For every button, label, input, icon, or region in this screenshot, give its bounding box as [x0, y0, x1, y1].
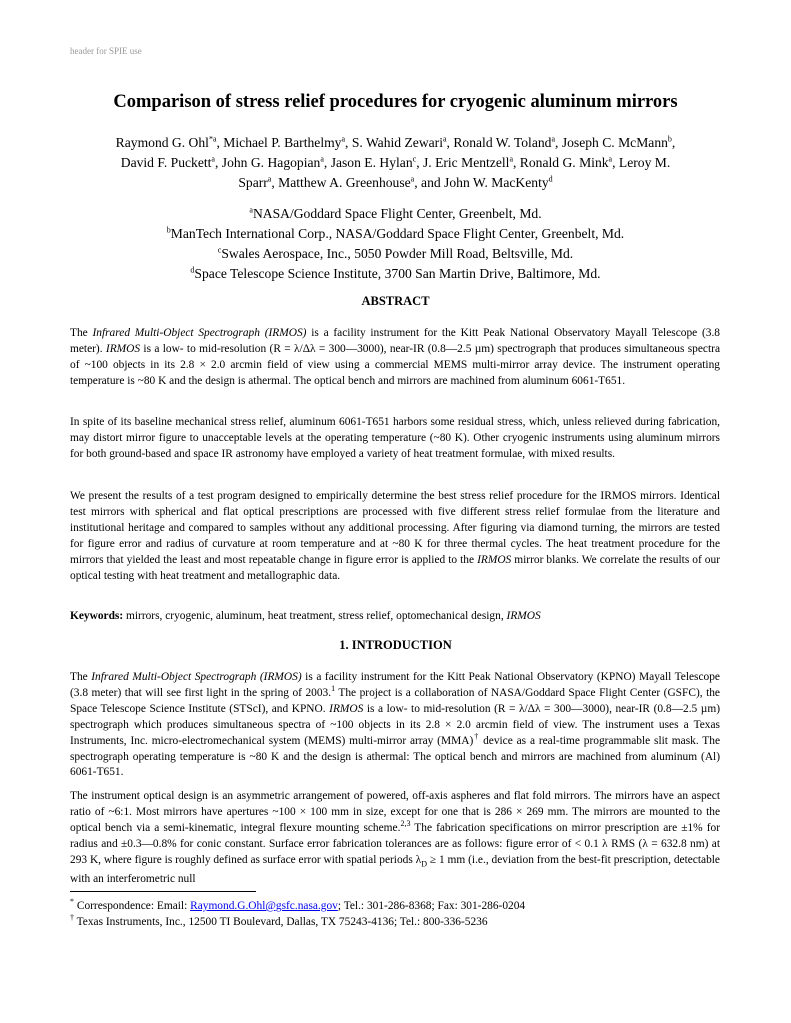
author-name: S. Wahid Zewari	[351, 135, 443, 150]
affiliation-text: Space Telescope Science Institute, 3700 San Martin Drive, Baltimore, Md.	[194, 266, 601, 281]
affiliation-text: Swales Aerospace, Inc., 5050 Powder Mill Road, Beltsville, Md.	[221, 246, 574, 261]
affiliation-c	[40, 244, 751, 264]
author-affil-mark: a	[320, 154, 324, 164]
author-list	[56, 133, 735, 193]
author-affil-mark: b	[667, 134, 672, 144]
author-name: Michael P. Barthelmy	[223, 135, 342, 150]
footnote-text: ; Tel.: 301-286-8368; Fax: 301-286-0204	[337, 900, 526, 912]
author-name: Joseph C. McMann	[561, 135, 668, 150]
author-name: Ronald G. Mink	[519, 155, 609, 170]
author-affil-mark: a	[267, 174, 272, 184]
text-run: is a facility instrument for the Kitt Peak National Observatory (KPNO) Mayall Telescope (3.8 meter) that will see first light in the spring of 2003.	[70, 671, 720, 699]
abstract-paragraph-3	[70, 489, 720, 584]
text-run: The	[70, 671, 92, 683]
keywords-label: Keywords:	[70, 610, 124, 622]
keyword-italic: IRMOS	[506, 610, 541, 622]
instrument-name-italic: Infrared Multi-Object Spectrograph (IRMOS)	[91, 671, 302, 683]
affiliation-mark: a	[249, 205, 253, 215]
author-affil-mark: a	[341, 134, 346, 144]
text-run: The fabrication specifications on mirror prescription are ±1% for radius and ±0.3—0.8% for conic constant. Surface error fabrication tolerances are as follows: figure error of < 0.1 λ RMS (λ = 632.8 nm) at 293 K, where figure is roughly defined as surface error with spatial periods λ	[70, 821, 720, 866]
text-run: is a low- to mid-resolution (R = λ/Δλ = 300—3000), near-IR (0.8—2.5 µm) spectrograph that produces simultaneous spectra of ~100 objects in its 2.8 × 2.0 arcmin field of view using a commercial MEMS multi-mirror array device. The instrument operating temperature is ~80 K and the design is athermal. The optical bench and mirrors are machined from aluminum 6061-T651.	[70, 342, 720, 387]
intro-paragraph-1	[70, 670, 720, 781]
subscript: D	[421, 858, 427, 868]
abstract-paragraph-1	[70, 326, 720, 390]
keywords-text: mirrors, cryogenic, aluminum, heat treatment, stress relief, optomechanical design,	[123, 610, 507, 622]
instrument-name-italic: IRMOS	[105, 342, 141, 355]
author-name: Jason E. Hylan	[330, 155, 413, 170]
author-line-1: Raymond G. Ohl$^{*a}$, Michael P. Barthelmy$^a$, S. Wahid Zewari$^a$, Ronald W. Toland$^a$, Joseph C. McMann$^b$,	[115, 134, 676, 150]
affiliation-a	[40, 204, 751, 224]
author-affil-mark: *a	[208, 134, 217, 144]
affiliation-text: ManTech International Corp., NASA/Goddard Space Flight Center, Greenbelt, Md.	[170, 226, 625, 241]
author-name: John G. Hagopian	[221, 155, 321, 170]
instrument-name-italic: IRMOS	[329, 702, 364, 715]
author-affil-mark: a	[211, 154, 215, 164]
author-name: Matthew A. Greenhouse	[278, 175, 411, 190]
affiliation-list	[40, 204, 751, 284]
footnote-mark: *	[70, 897, 74, 907]
author-affil-mark: a	[509, 154, 513, 164]
abstract-heading: ABSTRACT	[361, 294, 430, 308]
author-line-3: Sparr$^a$, Matthew A. Greenhouse$^a$, and John W. MacKenty$^d$	[238, 174, 553, 190]
header-note: header for SPIE use	[70, 46, 142, 56]
footnote-rule	[70, 891, 256, 892]
author-name: Ronald W. Toland	[453, 135, 552, 150]
affiliation-mark: d	[190, 265, 195, 275]
text-run: The project is a collaboration of NASA/Goddard Space Flight Center (GSFC), the Space Telescope Science Institute (STScI), and KPNO.	[70, 686, 720, 715]
author-name: David F. Puckett	[120, 155, 212, 170]
affiliation-mark: b	[166, 225, 171, 235]
affiliation-text: NASA/Goddard Space Flight Center, Greenbelt, Md.	[252, 206, 542, 221]
affiliation-d	[40, 264, 751, 284]
reference-mark: 1	[331, 684, 336, 694]
author-line-2: David F. Puckett$^a$, John G. Hagopian$^a$, Jason E. Hylan$^c$, J. Eric Mentzell$^a$, Ronald G. Mink$^a$, Leroy M.	[120, 154, 671, 170]
reference-mark: 2,3	[400, 819, 411, 829]
author-affil-mark: c	[412, 154, 417, 164]
text-run: The	[70, 327, 93, 339]
text-run: is a low- to mid-resolution (R = λ/Δλ = 300—3000), near-IR (0.8—2.5 µm) spectrograph which produces simultaneous spectra of ~100 objects in its 2.8 × 2.0 arcmin field of view. The instrument uses a Texas Instruments, Inc. micro-electromechanical system (MEMS) multi-mirror array (MMA)	[70, 702, 720, 747]
author-affil-mark: a	[410, 174, 415, 184]
intro-paragraph-2	[70, 789, 720, 888]
text-run: We present the results of a test program designed to empirically determine the best stress relief procedure for the IRMOS mirrors. Identical test mirrors with spherical and flat optical prescriptions are processed with five different stress relief formulae from the literature and institutional heritage and compared to samples without any additional processing. After figuring via diamond turning, the mirrors are tested for figure error and radius of curvature at room temperature and at ~80 K for three thermal cycles. The heat treatment procedure for the mirrors that yielded the least and most repeatable change in figure error is applied to the	[70, 490, 720, 566]
instrument-name-italic: Infrared Multi-Object Spectrograph (IRMOS)	[92, 327, 307, 339]
footnote-text: Texas Instruments, Inc., 12500 TI Boulevard, Dallas, TX 75243-4136; Tel.: 800-336-5236	[74, 916, 488, 928]
author-name: and John W. MacKenty	[421, 175, 549, 190]
instrument-name-italic: IRMOS	[477, 553, 512, 566]
text-run: mirror blanks. We correlate the results of our optical testing with heat treatment and metallographic data.	[70, 553, 720, 582]
author-affil-mark: d	[548, 174, 553, 184]
abstract-paragraph-2: In spite of its baseline mechanical stress relief, aluminum 6061-T651 harbors some residual stress, which, unless relieved during fabrication, may distort mirror figure to unacceptable levels at the operating temperature (~80 K). Other cryogenic instruments using aluminum mirrors for both ground-based and space IR astronomy have employed a variety of heat treatment formulae, with mixed results.	[70, 416, 720, 460]
text-run: is a facility instrument for the Kitt Peak National Observatory Mayall Telescope (3.8 meter).	[70, 327, 720, 355]
keywords	[70, 609, 720, 625]
footnote-text: Correspondence: Email:	[74, 900, 191, 912]
affiliation-b	[40, 224, 751, 244]
email-link[interactable]: Raymond.G.Ohl@gsfc.nasa.gov	[190, 900, 338, 912]
author-affil-mark: a	[608, 154, 613, 164]
author-name: J. Eric Mentzell	[422, 155, 510, 170]
footnote-correspondence	[70, 899, 525, 913]
affiliation-mark: c	[217, 245, 222, 255]
author-name: Leroy M.	[618, 155, 671, 170]
footnote-mark: †	[70, 913, 74, 923]
paper-title: Comparison of stress relief procedures for cryogenic aluminum mirrors	[113, 92, 678, 112]
author-affil-mark: a	[551, 134, 556, 144]
section-heading-introduction: 1. INTRODUCTION	[339, 638, 452, 652]
text-run: ≥ 1 mm (i.e., deviation from the best-fit prescription, detectable with an interferometric null	[70, 853, 720, 885]
footnote-texas-instruments	[70, 915, 488, 929]
footnote-mark: †	[473, 731, 480, 741]
author-name: Sparr	[238, 175, 268, 190]
text-run: The instrument optical design is an asymmetric arrangement of powered, off-axis aspheres and flat fold mirrors. The mirrors have an aspect ratio of ~6:1. Most mirrors have apertures ~100 × 100 mm in size, except for one that is 286 × 269 mm. The mirrors are mounted to the optical bench via a semi-kinematic, integral flexure mounting scheme.	[70, 790, 720, 834]
text-run: device as a real-time programmable slit mask. The spectrograph operating temperature is ~80 K and the design is athermal: The optical bench and mirrors are machined from aluminum (Al) 6061-T651.	[70, 734, 721, 779]
author-name: Raymond G. Ohl	[115, 135, 209, 150]
author-affil-mark: a	[442, 134, 447, 144]
